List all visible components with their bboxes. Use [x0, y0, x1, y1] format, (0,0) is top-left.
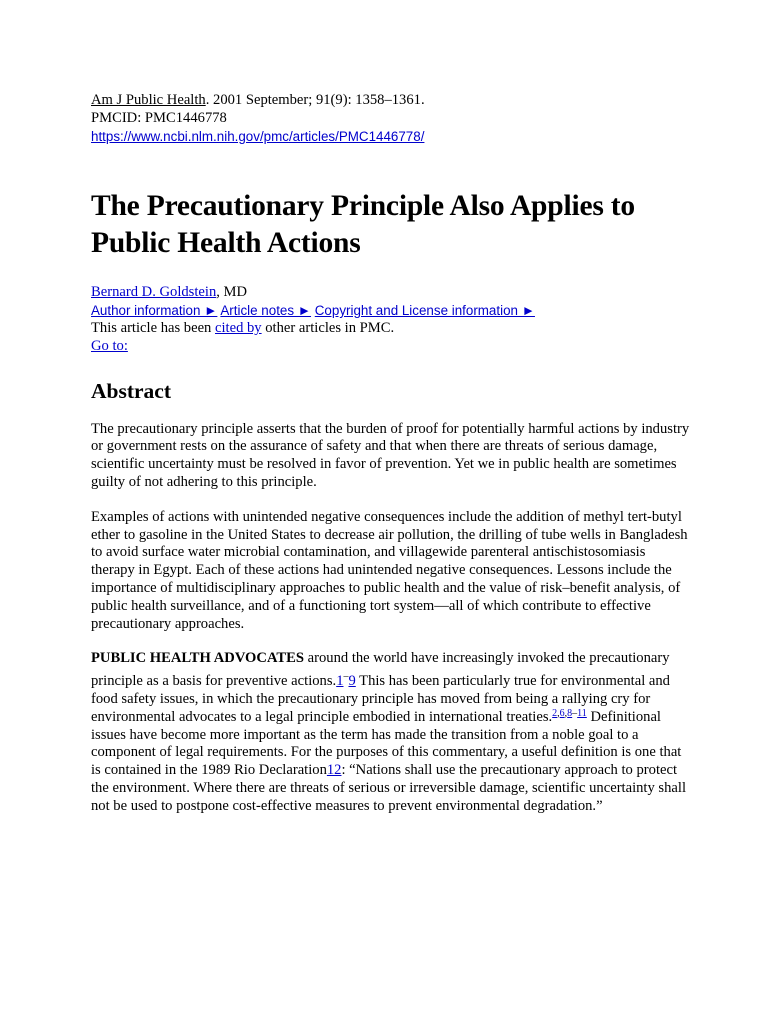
go-to-link[interactable]: Go to: [91, 337, 128, 354]
citation-block [91, 92, 691, 146]
reference-link[interactable]: 1 [336, 673, 344, 690]
body-text: : “Nations shall use the precautionary approach to protect the environment. Where there are threats of serious or irreversible damage, scientific uncertainty shall not be used to postpone cost-effective measures to prevent environmental degradation.” [91, 762, 686, 814]
article-content [91, 92, 691, 816]
article-url-link[interactable]: https://www.ncbi.nlm.nih.gov/pmc/articles/PMC1446778/ [91, 128, 425, 144]
reference-link[interactable]: 11 [577, 707, 587, 719]
body-paragraph-1 [91, 650, 691, 815]
article-notes-link[interactable]: Article notes ► [220, 303, 312, 319]
author-link[interactable]: Bernard D. Goldstein [91, 284, 217, 301]
range-dash: – [343, 671, 349, 683]
reference-link[interactable]: 12 [326, 762, 342, 779]
cited-suffix: other articles in PMC. [261, 319, 395, 336]
reference-link[interactable]: 6 [559, 707, 565, 719]
abstract-heading: Abstract [91, 378, 172, 403]
citation-details: . 2001 September; 91(9): 1358–1361. [205, 92, 425, 108]
title-line-2: Public Health Actions [91, 227, 361, 260]
article-title [91, 188, 691, 262]
abstract-paragraph-1: The precautionary principle asserts that the burden of proof for potentially harmful actions by industry or government rests on the assurance of safety and that when there are threats of serious damage, scientific uncertainty must be resolved in favor of prevention. Yet we in public health are sometimes guilty of not adhering to this principle. [91, 420, 690, 490]
copyright-license-link[interactable]: Copyright and License information ► [314, 303, 535, 319]
reference-group [552, 708, 587, 719]
pmcid: PMCID: PMC1446778 [91, 109, 227, 126]
author-line [91, 284, 691, 302]
reference-separator: , [564, 707, 568, 719]
citation-line [91, 92, 691, 110]
author-block [91, 284, 691, 355]
author-suffix: , MD [216, 284, 248, 301]
abstract-paragraph-2: Examples of actions with unintended negative consequences include the addition of methyl tert-butyl ether to gasoline in the United States to decrease air pollution, the drilling of tube wells in Bangladesh to avoid surface water microbial contamination, and villagewide parenteral antischistosomiasis therapy in Egypt. Each of these actions had unintended negative consequences. Lessons include the importance of multidisciplinary approaches to public health and the value of risk–benefit analysis, of public health surveillance, and of a functioning tort system—all of which contribute to effective precautionary approaches. [91, 508, 688, 632]
body-text: Definitional issues have become more important as the term has made the transition from a noble goal to a component of legal requirements. For the purposes of this commentary, a useful definition is one that is contained in the 1989 Rio Declaration [91, 708, 682, 779]
body-text: around the world have increasingly invoked the precautionary principle as a basis for preventive actions. [91, 650, 670, 690]
range-dash: – [572, 707, 578, 719]
reference-link[interactable]: 2 [552, 707, 558, 719]
journal-link[interactable]: Am J Public Health [91, 92, 206, 108]
title-line-1: The Precautionary Principle Also Applies to [91, 190, 635, 223]
reference-separator: , [557, 707, 560, 719]
lead-in: PUBLIC HEALTH ADVOCATES [91, 650, 304, 667]
cited-prefix: This article has been [91, 319, 215, 336]
article-info-links [91, 302, 691, 320]
reference-link[interactable]: 8 [567, 707, 573, 719]
cited-by-line [91, 320, 691, 338]
author-information-link[interactable]: Author information ► [91, 303, 218, 319]
reference-link[interactable]: 9 [348, 673, 356, 690]
cited-by-link[interactable]: cited by [215, 319, 262, 336]
body-text: This has been particularly true for environmental and food safety issues, in which the precautionary principle has moved from being a rallying cry for environmental advocates to a legal principle embodied in international treaties. [91, 673, 670, 725]
